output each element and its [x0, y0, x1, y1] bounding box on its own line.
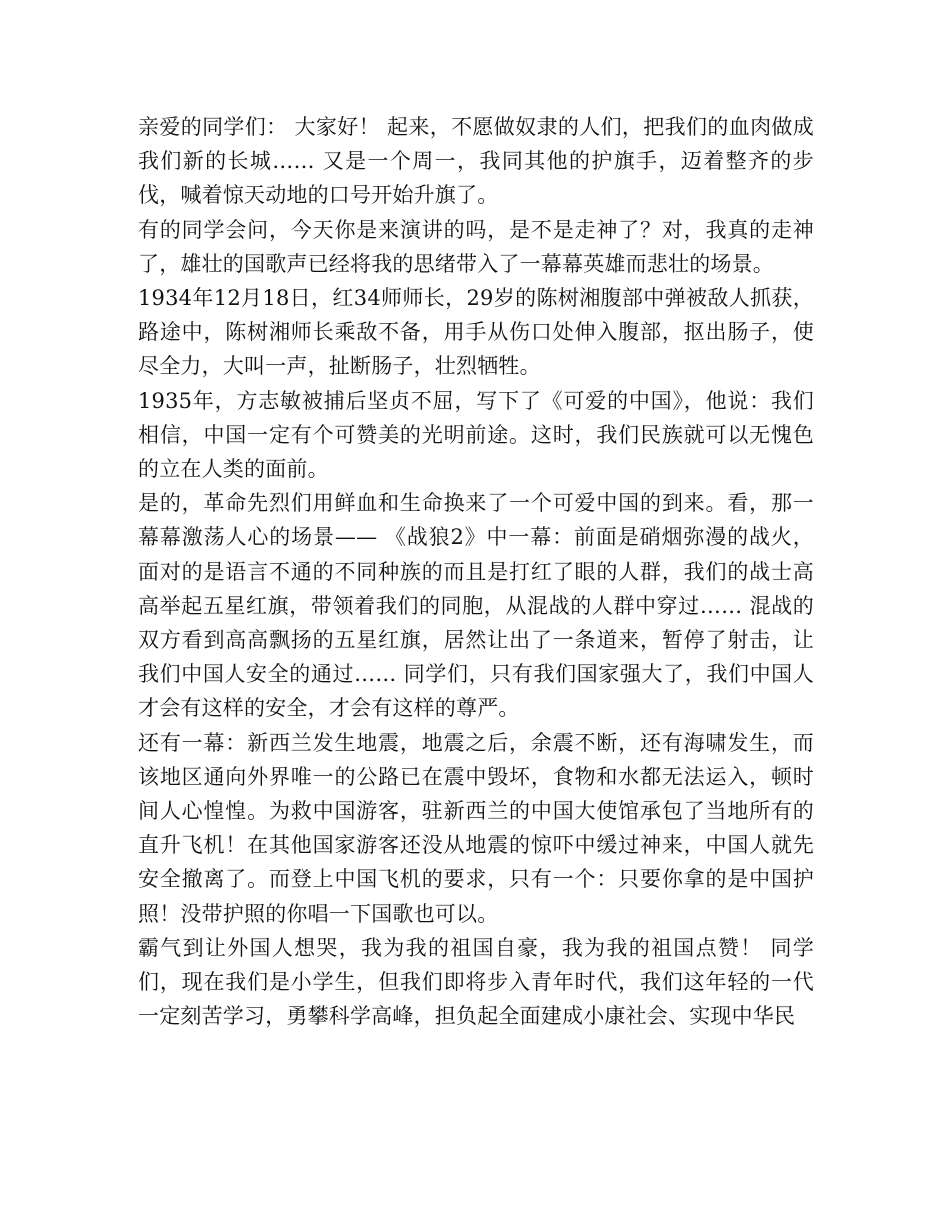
paragraph-pride: 霸气到让外国人想哭，我为我的祖国自豪，我为我的祖国点赞！ 同学们，现在我们是小学生，但我们即将步入青年时代，我们这年轻的一代一定刻苦学习，勇攀科学高峰，担负起全面建成小康社会、实现中华民 — [138, 935, 814, 1029]
paragraph-wolf-warrior: 是的，革命先烈们用鲜血和生命换来了一个可爱中国的到来。看，那一幕幕激荡人心的场景—— 《战狼2》中一幕：前面是硝烟弥漫的战火，面对的是语言不通的不同种族的而且是打红了眼的人群，我们的战士高高举起五星红旗，带领着我们的同胞，从混战的人群中穿过…… 混战的双方看到高高飘扬的五星红旗，居然让出了一条道来，暂停了射击，让我们中国人安全的通过…… 同学们，只有我们国家强大了，我们中国人才会有这样的安全，才会有这样的尊严。 — [138, 491, 814, 721]
paragraph-fang-zhimin: 1935年，方志敏被捕后坚贞不屈，写下了《可爱的中国》，他说：我们相信，中国一定有个可赞美的光明前途。这时，我们民族就可以无愧色的立在人类的面前。 — [138, 388, 814, 482]
paragraph-distraction: 有的同学会问，今天你是来演讲的吗，是不是走神了？对，我真的走神了，雄壮的国歌声已经将我的思绪带入了一幕幕英雄而悲壮的场景。 — [138, 217, 814, 276]
paragraph-new-zealand: 还有一幕：新西兰发生地震，地震之后，余震不断，还有海啸发生，而该地区通向外界唯一的公路已在震中毁坏，食物和水都无法运入，顿时间人心惶惶。为救中国游客，驻新西兰的中国大使馆承包了当地所有的直升飞机！在其他国家游客还没从地震的惊吓中缓过神来，中国人就先安全撤离了。而登上中国飞机的要求，只有一个：只要你拿的是中国护照！没带护照的你唱一下国歌也可以。 — [138, 730, 814, 926]
paragraph-greeting: 亲爱的同学们： 大家好！ 起来，不愿做奴隶的人们，把我们的血肉做成我们新的长城…… 又是一个周一，我同其他的护旗手，迈着整齐的步伐，喊着惊天动地的口号开始升旗了。 — [138, 115, 814, 208]
speech-text — [138, 110, 814, 1033]
paragraph-chen-shuxiang: 1934年12月18日，红34师师长，29岁的陈树湘腹部中弹被敌人抓获，路途中，陈树湘师长乘敌不备，用手从伤口处伸入腹部，抠出肠子，使尽全力，大叫一声，扯断肠子，壮烈牺牲。 — [138, 286, 814, 379]
